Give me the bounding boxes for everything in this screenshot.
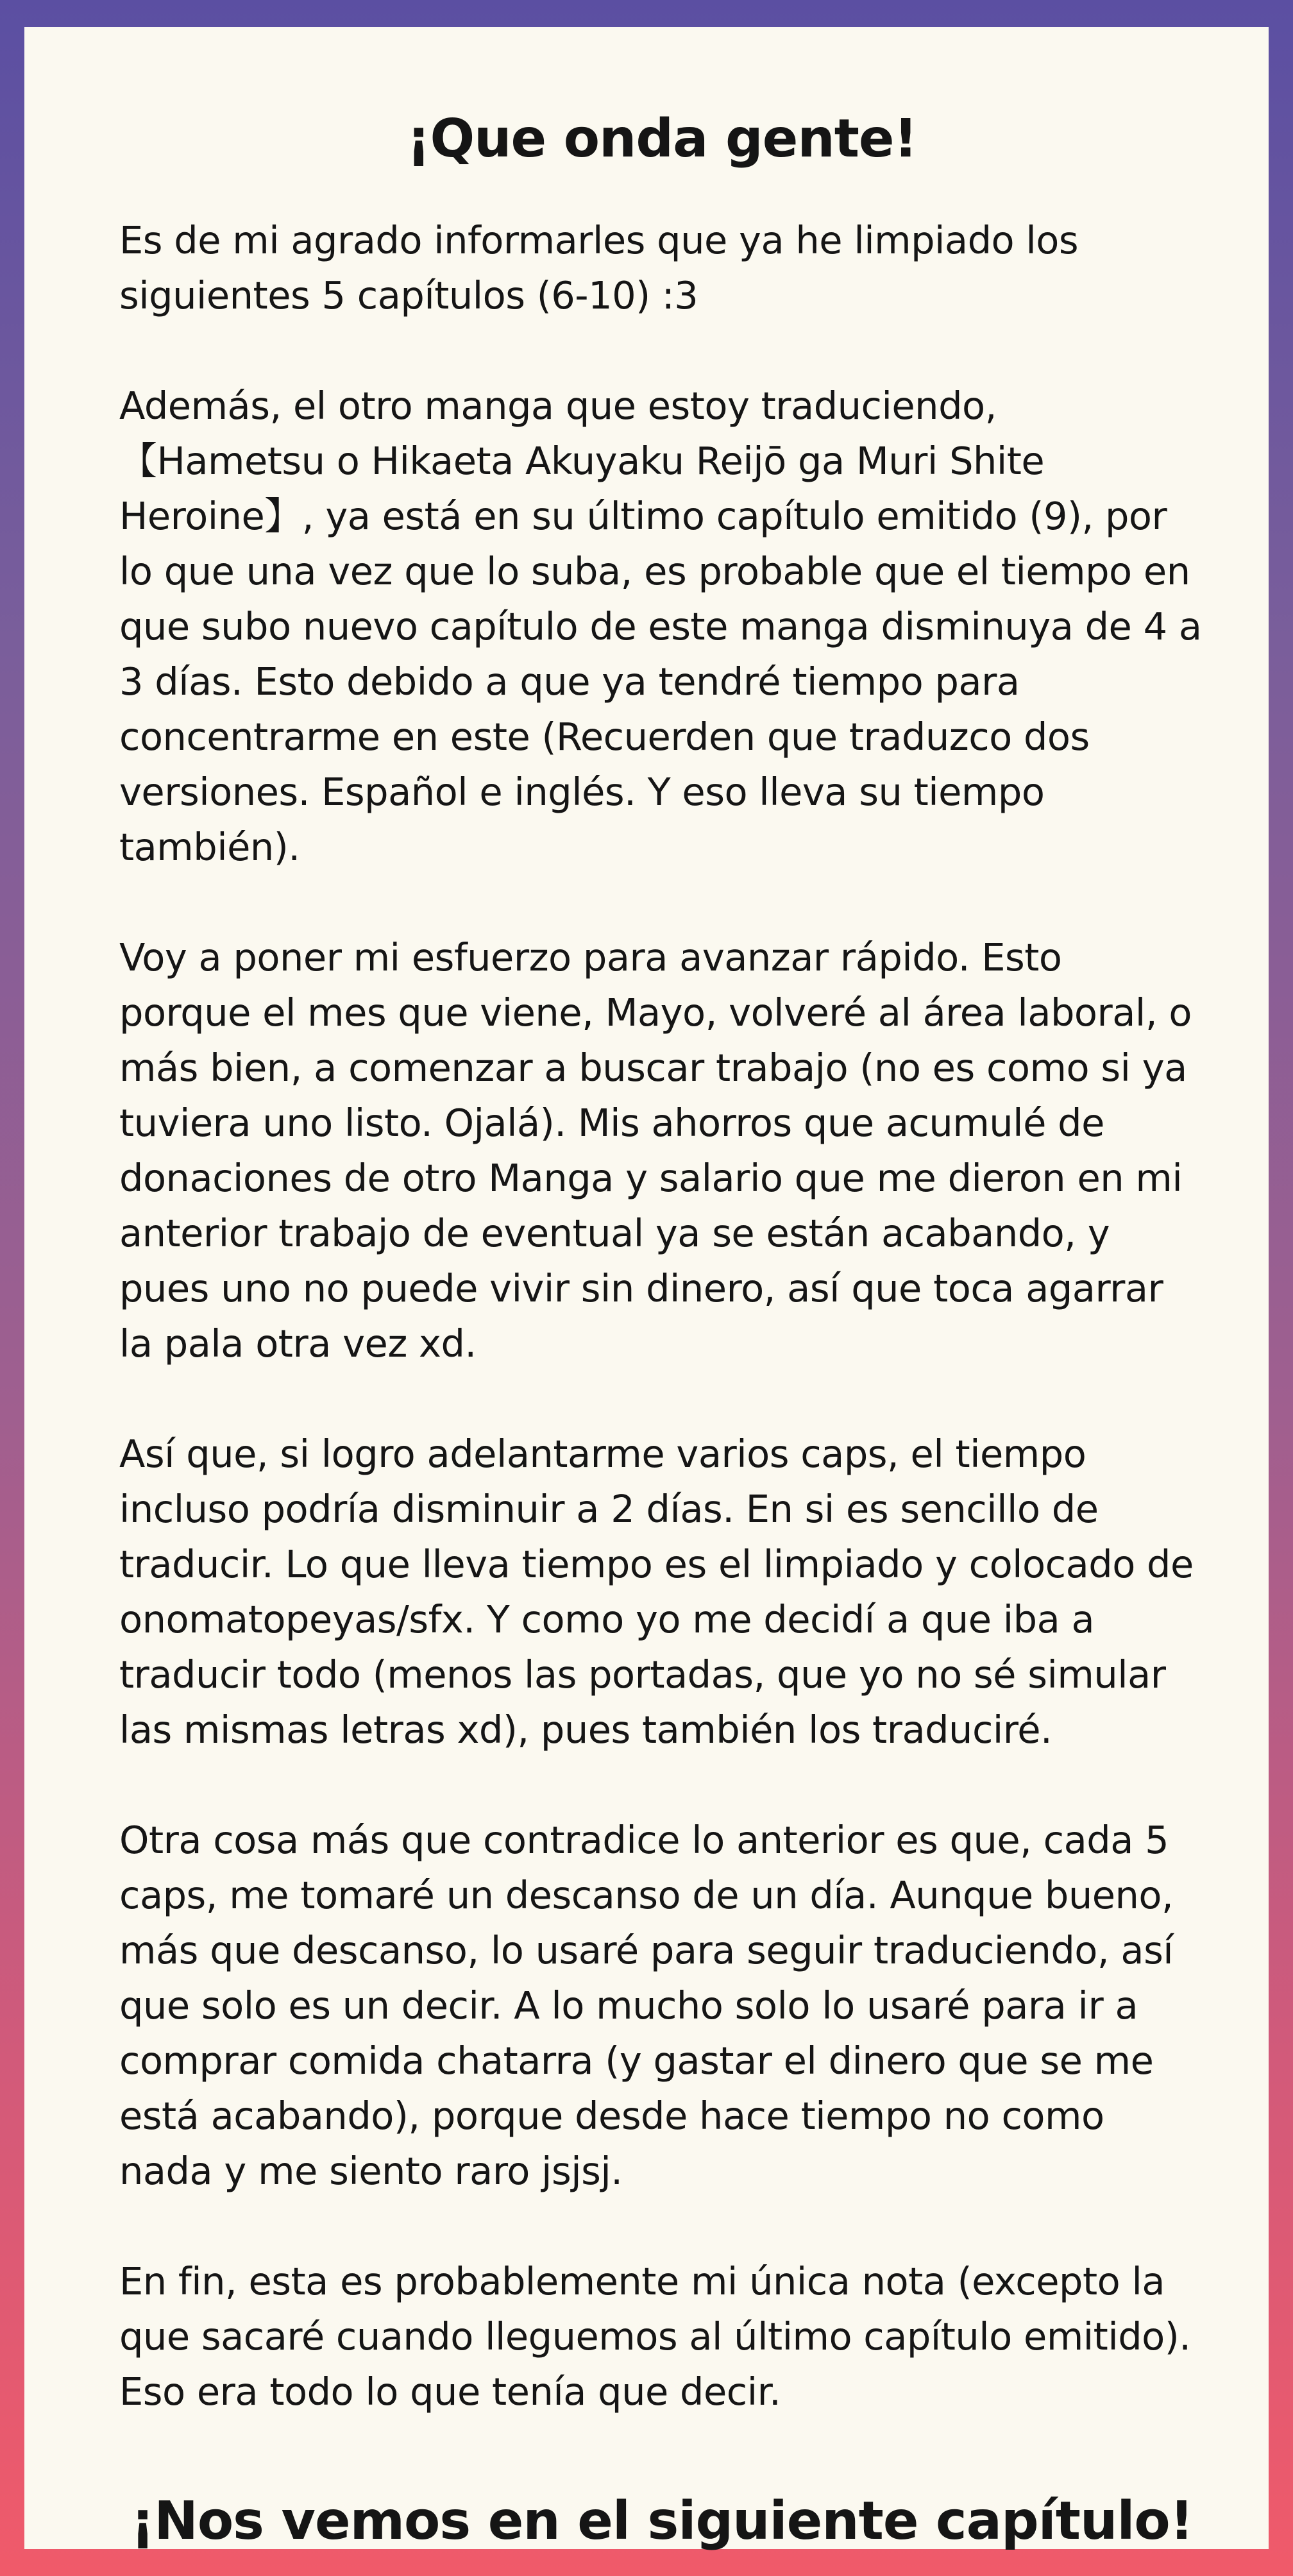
paragraph-translation-speed: Así que, si logro adelantarme varios caps, el tiempo incluso podría disminuir a 2 días. En si es sencillo de traducir. Lo que lleva tiempo es el limpiado y colocado de onomatopeyas/sfx. Y como yo me decidí a que iba a traducir todo (menos las portadas, que yo no sé simular las mismas letras xd), pues también los traduciré. (119, 1432, 1194, 1752)
paragraph-final-note: En fin, esta es probablemente mi única nota (excepto la que sacaré cuando lleguemos al último capítulo emitido). Eso era todo lo que tenía que decir. (119, 2259, 1191, 2414)
note-title: ¡Que onda gente! (407, 108, 917, 169)
paragraph-rest-day: Otra cosa más que contradice lo anterior es que, cada 5 caps, me tomaré un descanso de un día. Aunque bueno, más que descanso, lo usaré para seguir traduciendo, así que solo es un decir. A lo mucho solo lo usaré para ir a comprar comida chatarra (y gastar el dinero que se me está acabando), porque desde hace tiempo no como nada y me siento raro jsjsj. (119, 1818, 1174, 2193)
note-body (119, 213, 1204, 2419)
paragraph-other-manga: Además, el otro manga que estoy traduciendo, 【Hametsu o Hikaeta Akuyaku Reijō ga Muri Shite Heroine】, ya está en su último capítulo emitido (9), por lo que una vez que lo suba, es probable que el tiempo en que subo nuevo capítulo de este manga disminuya de 4 a 3 días. Esto debido a que ya tendré tiempo para concentrarme en este (Recuerden que traduzco dos versiones. Español e inglés. Y eso lleva su tiempo también). (119, 384, 1202, 869)
paragraph-work-plans: Voy a poner mi esfuerzo para avanzar rápido. Esto porque el mes que viene, Mayo, volveré al área laboral, o más bien, a comenzar a buscar trabajo (no es como si ya tuviera uno listo. Ojalá). Mis ahorros que acumulé de donaciones de otro Manga y salario que me dieron en mi anterior trabajo de eventual ya se están acabando, y pues uno no puede vivir sin dinero, así que toca agarrar la pala otra vez xd. (119, 935, 1192, 1366)
note-panel (24, 27, 1269, 2552)
closing-line: ¡Nos vemos en el siguiente capítulo! (130, 2491, 1194, 2552)
paragraph-chapters-cleaned: Es de mi agrado informarles que ya he limpiado los siguientes 5 capítulos (6-10) :3 (119, 218, 1079, 318)
